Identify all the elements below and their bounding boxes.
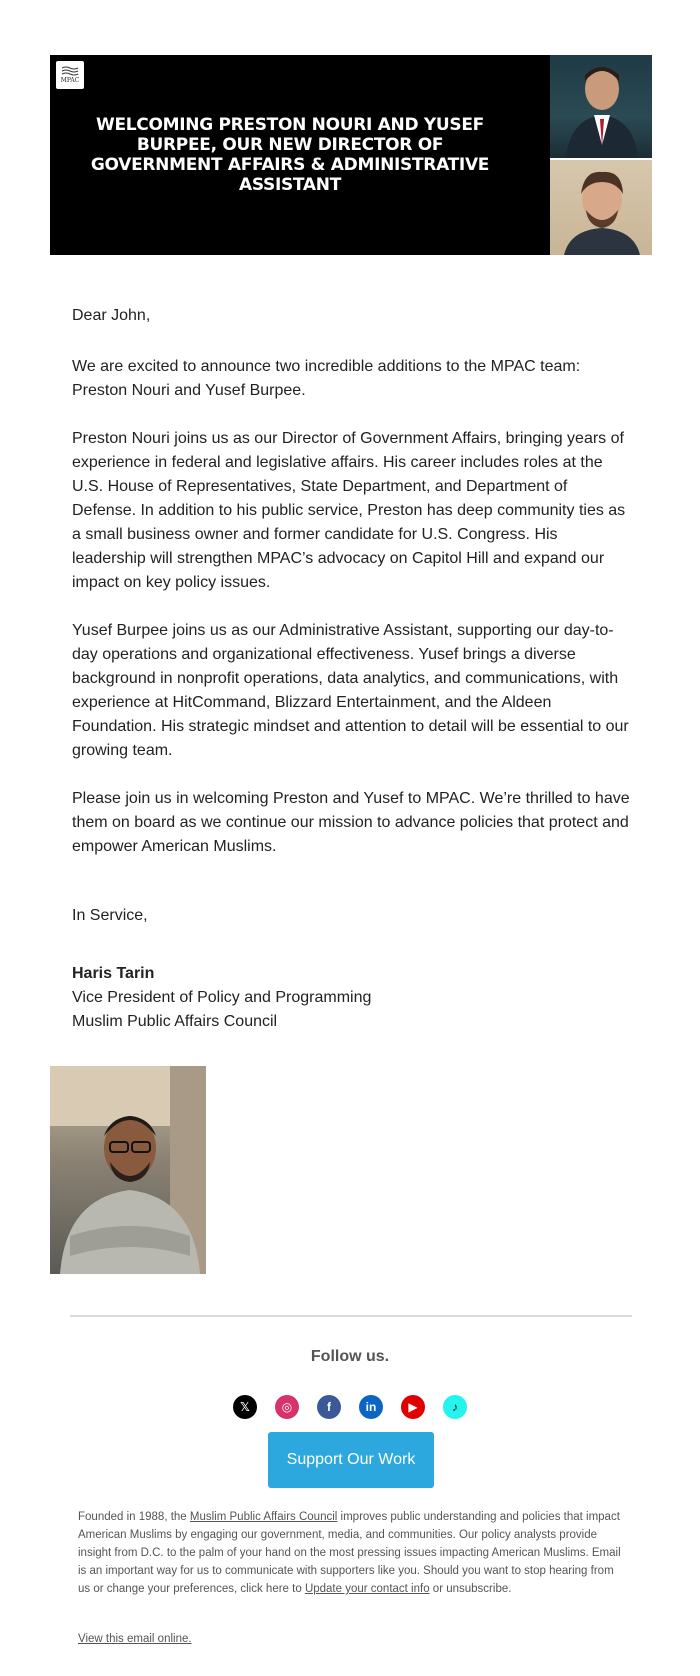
mpac-logo — [56, 61, 84, 89]
waves-icon — [61, 66, 79, 76]
tiktok-glyph: ♪ — [452, 1400, 458, 1414]
youtube-glyph: ▶ — [408, 1400, 418, 1414]
greeting: Dear John, — [72, 307, 151, 324]
instagram-glyph: ◎ — [281, 1400, 293, 1414]
banner-headline: WELCOMING PRESTON NOURI AND YUSEF BURPEE, OUR NEW DIRECTOR OF GOVERNMENT AFFAIRS & ADMINISTRATIVE ASSISTANT — [90, 115, 490, 195]
yusef-burpee-photo — [550, 160, 652, 255]
follow-us-label: Follow us. — [310, 1348, 390, 1365]
view-online-link[interactable]: View this email online. — [78, 1633, 192, 1645]
about-middle: improves public understanding and policies that impact American Muslims by engaging our government, media, and communities. Our policy analysts provide insight from D.C. to the palm of your hand on the most pressing issues impacting American Muslims. Email is an important way for us to communicate with supporters like you. Should you want to stop hearing from us or change your preferences, click here to — [78, 1511, 621, 1595]
footer-about — [78, 1508, 628, 1598]
mpac-link[interactable]: Muslim Public Affairs Council — [189, 1511, 338, 1523]
signature-photo — [50, 1066, 206, 1274]
header-banner — [50, 55, 652, 255]
paragraph-preston: Preston Nouri joins us as our Director of Government Affairs, bringing years of experience in federal and legislative affairs. His career includes roles at the U.S. House of Representatives, State Department, and Department of Defense. In addition to his public service, Preston has deep community ties as a small business owner and former candidate for U.S. Congress. His leadership will strengthen MPAC’s advocacy on Capitol Hill and expand our impact on key policy issues. — [72, 430, 626, 591]
paragraph-welcome: Please join us in welcoming Preston and Yusef to MPAC. We’re thrilled to have them on board as we continue our mission to advance policies that protect and empower American Muslims. — [72, 790, 630, 855]
social-links — [0, 1395, 700, 1419]
support-our-work-button[interactable]: Support Our Work — [268, 1432, 434, 1488]
preston-nouri-photo — [550, 55, 652, 158]
about-prefix: Founded in 1988, the — [78, 1511, 190, 1523]
closing: In Service, — [72, 907, 148, 924]
paragraph-intro: We are excited to announce two incredible additions to the MPAC team: Preston Nouri and Yusef Burpee. — [72, 358, 581, 399]
tiktok-icon[interactable] — [443, 1395, 467, 1419]
facebook-glyph: f — [327, 1400, 331, 1414]
linkedin-glyph: in — [365, 1400, 377, 1414]
linkedin-icon[interactable] — [359, 1395, 383, 1419]
x-icon[interactable] — [233, 1395, 257, 1419]
signature-organization: Muslim Public Affairs Council — [72, 1013, 278, 1030]
logo-text: MPAC — [60, 77, 80, 84]
instagram-icon[interactable] — [275, 1395, 299, 1419]
signature-title: Vice President of Policy and Programming — [72, 989, 372, 1006]
x-glyph: 𝕏 — [240, 1400, 250, 1414]
signature-name: Haris Tarin — [72, 965, 155, 982]
paragraph-yusef: Yusef Burpee joins us as our Administrative Assistant, supporting our day-to-day operations and organizational effectiveness. Yusef brings a diverse background in nonprofit operations, data analytics, and communications, with experience at HitCommand, Blizzard Entertainment, and the Aldeen Foundation. His strategic mindset and attention to detail will be essential to our growing team. — [72, 622, 629, 759]
youtube-icon[interactable] — [401, 1395, 425, 1419]
footer-divider — [70, 1315, 632, 1317]
facebook-icon[interactable] — [317, 1395, 341, 1419]
about-suffix: or unsubscribe. — [429, 1583, 512, 1595]
update-contact-link[interactable]: Update your contact info — [304, 1583, 430, 1595]
